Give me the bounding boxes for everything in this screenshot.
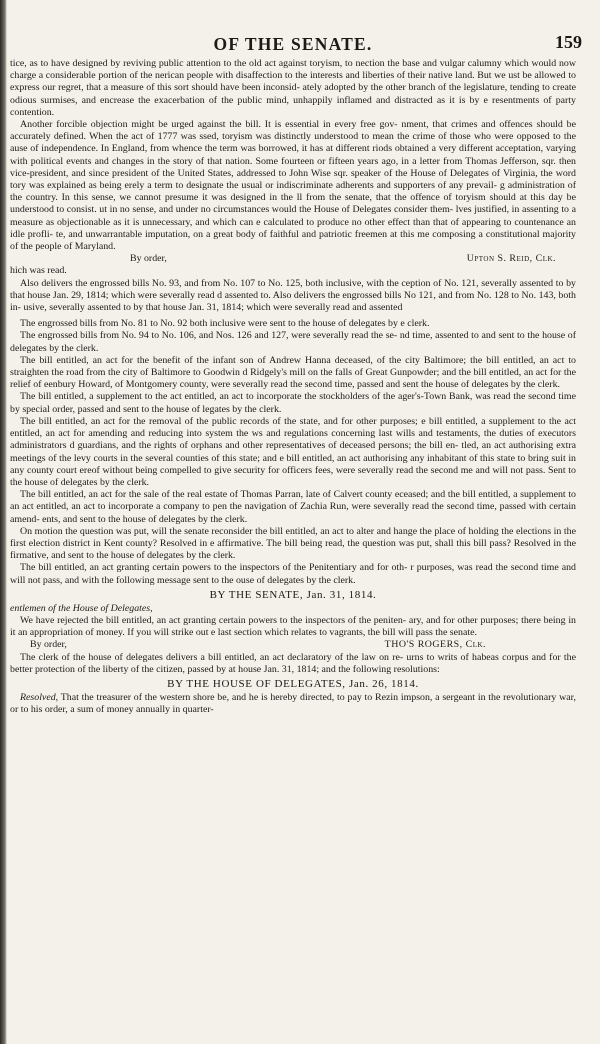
paragraph-resolved [10, 692, 576, 716]
page-number: 159 [555, 32, 582, 52]
paragraph-motion-kent-county: On motion the question was put, will the senate reconsider the bill entitled, an act to alter and hange the place of holding the elections in the first election district in Kent county? Resolved in e affirmative. The bill being read, the question was put, shall this bill pass? Resolved in the firmative, and sent to the house of delegates by the clerk. [10, 525, 576, 562]
signature-clerk-name: Upton S. Reid, Clk. [466, 253, 556, 265]
paragraph-engrossed-bills-delivered: Also delivers the engrossed bills No. 93, and from No. 107 to No. 125, both inclusive, with the ception of No. 121, severally assented to by that house Jan. 29, 1814; which were severally read d assented to. Also delivers the engrossed bills No 121, and from No. 128 to No. 143, both in- usive, severally assented to by that house Jan. 31, 1814; which were severally read and assented [10, 277, 576, 314]
paragraph-hagers-town-bank: The bill entitled, a supplement to the act entitled, an act to incorporate the stockholders of the ager's-Town Bank, was read the second time by special order, passed and sent to the house of legates by the clerk. [10, 391, 576, 415]
paragraph-rejected-bill: We have rejected the bill entitled, an act granting certain powers to the inspectors of the peniten- ary, and for other purposes; there being in it an appropriation of money. If you will strike out e last section which relates to vagrants, the bill will pass the senate. [10, 614, 576, 639]
signature-clerk-name-2: THO'S ROGERS, Clk. [384, 639, 486, 651]
page-header [10, 0, 582, 58]
paragraph-bills-81-92: The engrossed bills from No. 81 to No. 92 both inclusive were sent to the house of delegates by e clerk. [20, 318, 430, 330]
paragraph-bills-94-106: The engrossed bills from No. 94 to No. 106, and Nos. 126 and 127, were severally read the se- nd time, assented to and sent to the house of delegates by the clerk. [10, 330, 576, 354]
signature-by-order-2: By order, [30, 639, 67, 651]
paragraph-andrew-hanna-bill: The bill entitled, an act for the benefit of the infant son of Andrew Hanna deceased, of the city Baltimore; the bill entitled, an act to straighten the road from the city of Baltimore to Goodwin d Ridgely's mill on the falls of Great Gunpowder; and the bill entitled, an act for the relief of eenbury Howard, of Montgomery county, were severally read the second time, passed and sent the house of delegates by the clerk. [10, 354, 576, 391]
running-head: OF THE SENATE. [213, 34, 373, 54]
house-resolution-heading: BY THE HOUSE OF DELEGATES, Jan. 26, 1814. [167, 677, 419, 690]
salutation: entlemen of the House of Delegates, [10, 602, 153, 614]
resolved-text: That the treasurer of the western shore be, and he is hereby directed, to pay to Rezin impson, a sergeant in the revolutionary war, or to his order, a sum of money annually in quarter- [10, 691, 576, 716]
paragraph-message-continued: tice, as to have designed by reviving public attention to the old act against toryism, to nection the base and vulgar calumny which would now charge a considerable portion of the nerican people with disaffection to the interests and liberties of their native land. But we ust be allowed to express our regret, that a measure of this sort should have been inconsid- ately adopted by the other branch of the legislature, tending to create odious surmises, and encrease the exacerbation of the public mind, unhappily inflamed and distracted as it is by e resentments of party contention. [10, 58, 576, 118]
signature-by-order: By order, [130, 253, 167, 265]
paragraph-thomas-parran: The bill entitled, an act for the sale of the real estate of Thomas Parran, late of Calvert county eceased; and the bill entitled, a supplement to an act entitled, an act to incorporate a company to pen the navigation of Zachia Run, were severally read the second time, passed with certain amend- ents, and sent to the house of delegates by the clerk. [10, 489, 576, 525]
paragraph-public-records: The bill entitled, an act for the removal of the public records of the state, and for other purposes; e bill entitled, a supplement to the act entitled, an act for amending and reducing into system the ws and regulations concerning last wills and testaments, the duties of executors administrators d guardians, and the rights of orphans and other representatives of deceased persons; the bill en- tled, an act authorising extra meetings of the levy courts in the several counties of this state; and e bill entitled, an act authorising any inhabitant of this state to bring suit in any county court ereof without being compelled to give security for officers fees, were severally read the second me and will not pass. Sent to the house of delegates by the clerk. [10, 415, 576, 488]
resolved-label: Resolved, [20, 691, 59, 703]
paragraph-objection: Another forcible objection might be urged against the bill. It is essential in every free gov- nment, that crimes and offences should be accurately defined. When the act of 1777 was ssed, toryism was distinctly understood to mean the crime of those who were opposed to the ause of independence. In England, from whence the term was borrowed, it has at different riods obtained a very different acceptation, varying with political events and changes in the story of that nation. Some fourteen or fifteen years ago, in a letter from Thomas Jefferson, sqr. then vice-president, and since president of the United States, addressed to John Wise sqr. speaker of the House of Delegates of Virginia, the word tory was explained as being erely a term to designate the usual or indiscriminate adherents and supporters of any prevail- g administration of the country. In this sense, we cannot presume it was designed in the ll from the senate, that the offence of toryism should at this day be understood to consist. ut in no sense, and under no circumstances would the House of Delegates consider them- lves justified, in assenting to a measure as objectionable as it is unnecessary, and which can e calculated to produce no other effect than that of appearing to countenance an idle profli- te, and unwarrantable imputation, on a great body of faithful and patriotic freemen at this me composing a constitutional majority of the people of Maryland. [10, 119, 576, 253]
paragraph-habeas-corpus: The clerk of the house of delegates delivers a bill entitled, an act declaratory of the law on re- urns to writs of habeas corpus and for the better protection of the liberty of the citizen, passed by at house Jan. 31, 1814; and the following resolutions: [10, 651, 576, 675]
body-text [10, 58, 576, 716]
paragraph-penitentiary-bill: The bill entitled, an act granting certain powers to the inspectors of the Penitentiary and for oth- r purposes, was read the second time and will not pass, and with the following message sent to the ouse of delegates by the clerk. [10, 562, 576, 586]
senate-message-heading: BY THE SENATE, Jan. 31, 1814. [209, 588, 377, 601]
signature-line-2 [10, 639, 576, 651]
paragraph-which-was-read: hich was read. [10, 265, 67, 277]
signature-line-1 [10, 253, 576, 265]
